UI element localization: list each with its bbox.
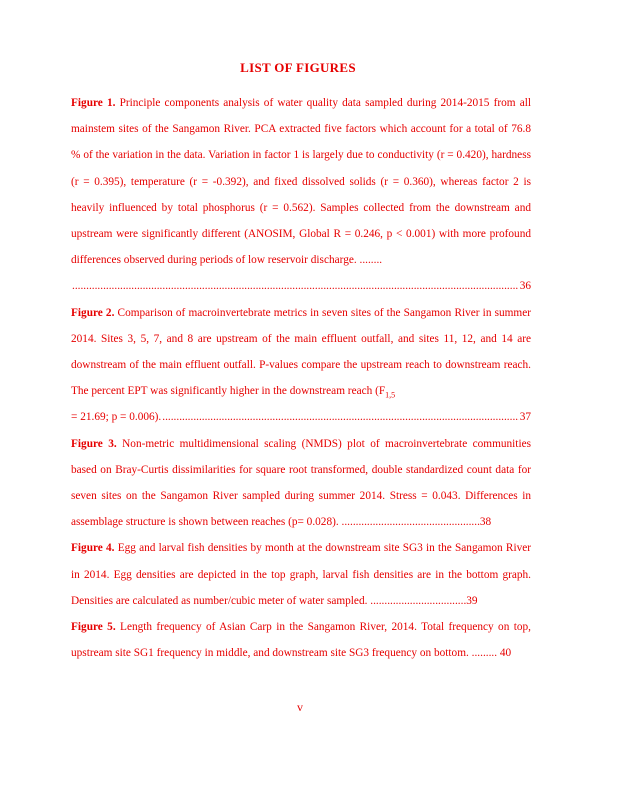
figure-page-number: 37: [519, 411, 531, 424]
leader-dots: ..................................: [370, 594, 467, 607]
figure-label: Figure 5.: [71, 621, 116, 634]
figure-caption: Principle components analysis of water quality data sampled during 2014-2015 from all mainstem sites of the Sangamon River. PCA extracted five factors which account for a total of 76.8 % of the variation in the data. Variation in factor 1 is largely due to conductivity (r = 0.420), hardness (r = 0.395), temperature (r = -0.392), and fixed dissolved solids (r = 0.360), whereas factor 2 is heavily influenced by total phosphorus (r = 0.562). Samples collected from the downstream and upstream were significantly different (ANOSIM, Global R = 0.246, p < 0.001) with more profound differences observed during periods of low reservoir discharge. ........: [71, 97, 532, 267]
figure-page-number: 40: [499, 647, 512, 660]
figure-page-number: 38: [479, 516, 492, 529]
figure-page-number: 39: [466, 594, 478, 607]
figure-caption: Non-metric multidimensional scaling (NMDS) plot of macroinvertebrate communities based on Bray-Curtis dissimilarities for square root transformed, double standardized count data for seven sites on the Sangamon River sampled during summer 2014. Stress = 0.043. Differences in assemblage structure is shown between reaches (p= 0.028).: [71, 437, 531, 529]
leader-dots: .........: [471, 647, 498, 660]
figure-label: Figure 2.: [71, 306, 115, 319]
figure-label: Figure 4.: [71, 542, 115, 555]
figure-entry-4: [71, 535, 531, 614]
page-number: v: [297, 700, 303, 714]
leader-dots: [162, 404, 518, 430]
subscript: 1,5: [385, 390, 396, 400]
figure-caption: Length frequency of Asian Carp in the Sangamon River, 2014. Total frequency on top, upstream site SG1 frequency in middle, and downstream site SG3 frequency on bottom.: [71, 621, 531, 660]
figure-page-number: 36: [519, 280, 531, 293]
figure-list: [71, 90, 531, 666]
figure-label: Figure 3.: [71, 437, 117, 450]
figure-entry-5: [71, 614, 531, 666]
leader-dots: .................................................: [341, 516, 480, 529]
page-title: LIST OF FIGURES: [240, 60, 356, 75]
figure-entry-3: [71, 431, 531, 536]
figure-label: Figure 1.: [71, 97, 116, 109]
figure-entry-1: [71, 90, 531, 273]
figure-caption-end: = 21.69; p = 0.006).: [71, 411, 162, 424]
leader-dots: [72, 273, 519, 299]
figure-leader-2: [71, 404, 531, 430]
figure-caption: Egg and larval fish densities by month at the downstream site SG3 in the Sangamon River in 2014. Egg densities are depicted in the top graph, larval fish densities are in the bottom graph. Densities are calculated as number/cubic meter of water sampled.: [71, 542, 532, 607]
figure-caption: Comparison of macroinvertebrate metrics in seven sites of the Sangamon River in summer 2014. Sites 3, 5, 7, and 8 are upstream of the main effluent outfall, and sites 11, 12, and 14 are downstream of the main effluent outfall. P-values compare the upstream reach to downstream reach. The percent EPT was significantly higher in the downstream reach (F: [71, 306, 531, 398]
figure-entry-2: [71, 300, 531, 405]
figure-leader-1: [71, 273, 531, 299]
